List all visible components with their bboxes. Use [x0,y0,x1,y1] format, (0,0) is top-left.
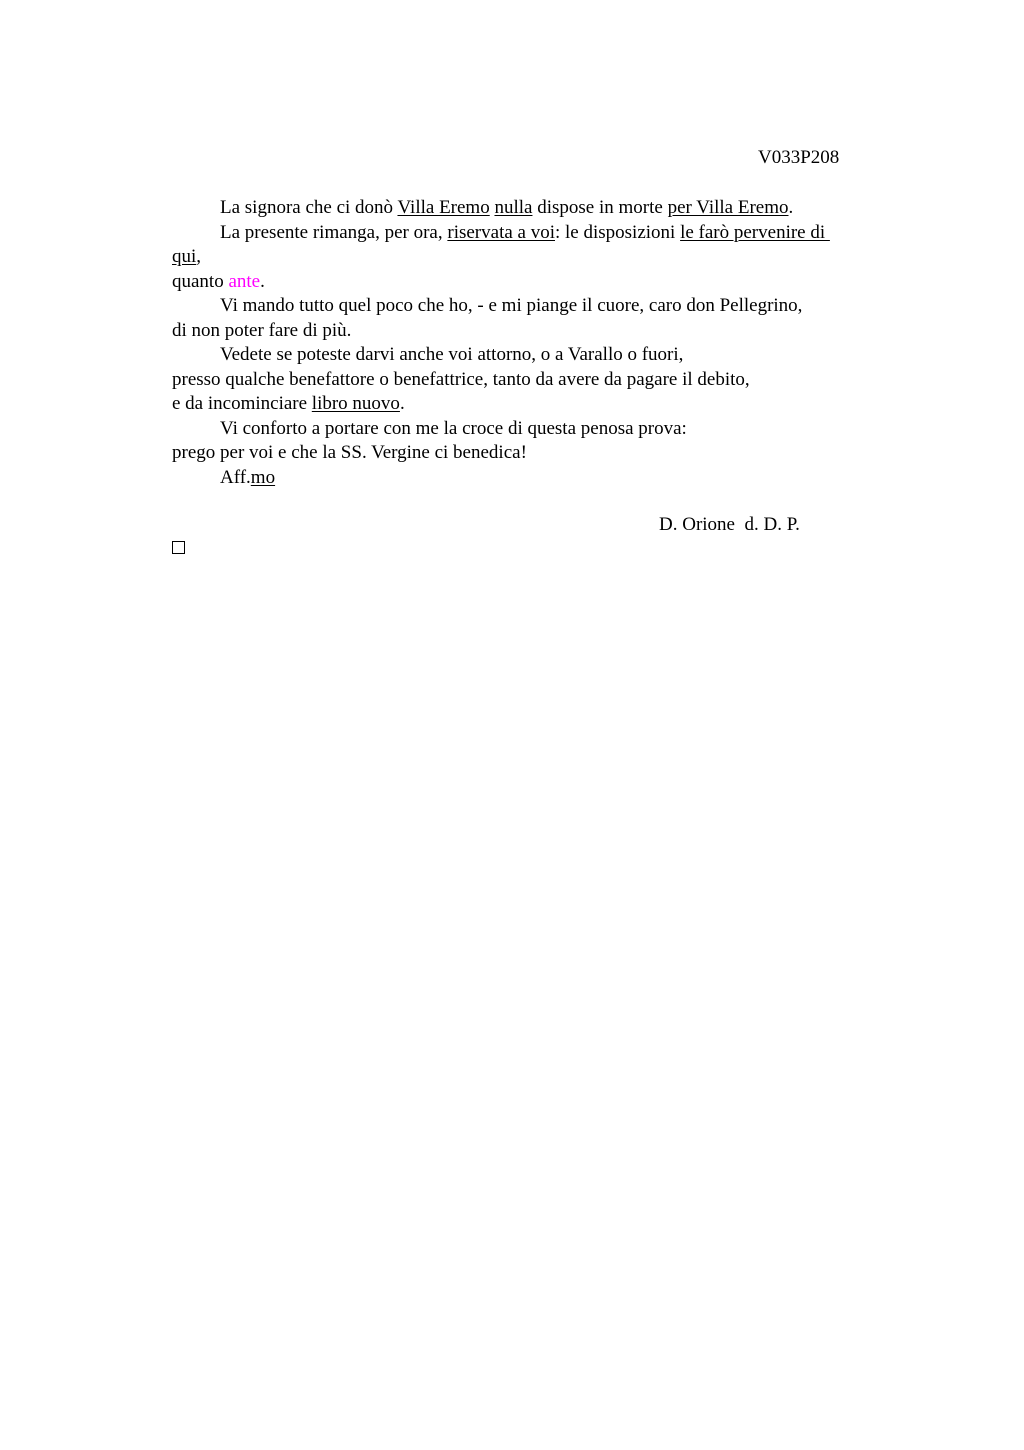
closing-line [172,467,892,492]
underlined-le-faro-pervenire: le farò pervenire di [680,221,830,243]
underlined-mo: mo [250,466,276,488]
underlined-qui: qui [172,246,197,267]
text-segment: : le disposizioni [555,221,681,243]
text-segment: . [260,270,265,292]
paragraph-1-line-1 [172,197,892,222]
page-code: V033P208 [758,147,840,168]
text-segment: La signora che ci donò [220,197,398,218]
paragraph-5-line-1: Vi conforto a portare con me la croce di questa penosa prova: [220,417,687,439]
text-segment: . [399,393,405,414]
text-segment: dispose in morte [532,197,668,218]
paragraph-4-line-1: Vedete se poteste darvi anche voi attorno, o a Varallo o fuori, [220,344,684,365]
paragraph-4-line-2: presso qualche benefattore o benefattrice, tanto da avere da pagare il debito, [172,368,750,390]
signature: D. Orione d. D. P. [659,514,800,535]
paragraph-3-line-2: di non poter fare di più. [172,319,352,341]
underlined-nulla: nulla [494,197,533,218]
underlined-per-villa-eremo: per Villa Eremo [667,197,789,218]
text-segment: , [196,246,202,267]
closing-aff: Aff. [220,466,251,488]
underlined-libro-nuovo: libro nuovo [311,393,400,414]
underlined-villa-eremo: Villa Eremo [397,197,490,218]
letter-body [172,197,892,491]
paragraph-5-line-2: prego per voi e che la SS. Vergine ci benedica! [172,442,527,463]
paragraph-4-line-3 [172,393,892,418]
highlighted-ante: ante [228,270,261,292]
text-segment: e da incominciare [172,393,312,414]
text-segment: quanto [172,270,229,292]
paragraph-2-line-3 [172,271,892,296]
end-box-icon [172,541,185,554]
paragraph-3-line-1: Vi mando tutto quel poco che ho, - e mi piange il cuore, caro don Pellegrino, [220,295,803,316]
paragraph-2-line-1 [172,222,892,247]
text-segment: La presente rimanga, per ora, [220,221,448,243]
underlined-riservata-a-voi: riservata a voi [447,221,555,243]
paragraph-2-line-2 [172,246,892,271]
text-segment: . [788,197,794,218]
